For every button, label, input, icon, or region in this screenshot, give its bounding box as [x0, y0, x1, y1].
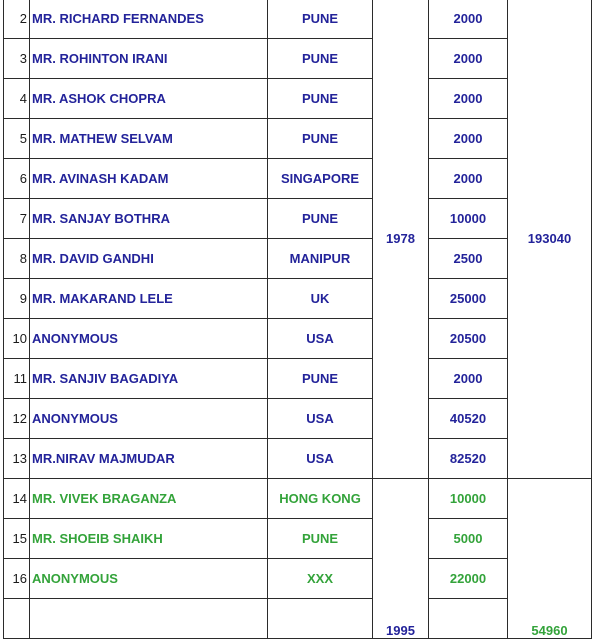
donor-name-cell: MR. SANJAY BOTHRA: [30, 199, 268, 239]
donor-name-cell: MR. VIVEK BRAGANZA: [30, 479, 268, 519]
amount-cell: 10000: [429, 479, 508, 519]
amount-cell: [429, 599, 508, 639]
table-row: [4, 559, 592, 599]
donor-city-cell: XXX: [268, 559, 373, 599]
table-row: [4, 239, 592, 279]
donor-city-cell: PUNE: [268, 519, 373, 559]
donor-name-cell: ANONYMOUS: [30, 319, 268, 359]
table-row: [4, 599, 592, 639]
amount-cell: 2000: [429, 159, 508, 199]
amount-cell: 2000: [429, 0, 508, 39]
table-row: [4, 0, 592, 39]
year-cell: 1978: [373, 0, 429, 479]
amount-cell: 2000: [429, 39, 508, 79]
table-row: [4, 79, 592, 119]
donor-city-cell: MANIPUR: [268, 239, 373, 279]
donor-city-cell: PUNE: [268, 359, 373, 399]
donor-name-cell: MR. MATHEW SELVAM: [30, 119, 268, 159]
amount-cell: 2000: [429, 359, 508, 399]
row-number-cell: 6: [4, 159, 30, 199]
donor-name-cell: MR. MAKARAND LELE: [30, 279, 268, 319]
amount-cell: 2000: [429, 79, 508, 119]
row-number-cell: 4: [4, 79, 30, 119]
donor-name-cell: [30, 599, 268, 639]
donor-city-cell: PUNE: [268, 119, 373, 159]
amount-cell: 82520: [429, 439, 508, 479]
donor-name-cell: MR. ROHINTON IRANI: [30, 39, 268, 79]
amount-cell: 10000: [429, 199, 508, 239]
donor-table: [3, 0, 592, 639]
group-total-cell: 54960: [508, 479, 592, 639]
amount-cell: 2000: [429, 119, 508, 159]
amount-cell: 20500: [429, 319, 508, 359]
donor-city-cell: HONG KONG: [268, 479, 373, 519]
row-number-cell: 9: [4, 279, 30, 319]
donor-city-cell: PUNE: [268, 199, 373, 239]
table-row: [4, 479, 592, 519]
donor-name-cell: ANONYMOUS: [30, 559, 268, 599]
donor-city-cell: UK: [268, 279, 373, 319]
table-row: [4, 359, 592, 399]
amount-cell: 25000: [429, 279, 508, 319]
donor-name-cell: MR. DAVID GANDHI: [30, 239, 268, 279]
row-number-cell: 13: [4, 439, 30, 479]
table-row: [4, 119, 592, 159]
row-number-cell: 14: [4, 479, 30, 519]
donor-name-cell: MR. RICHARD FERNANDES: [30, 0, 268, 39]
row-number-cell: 3: [4, 39, 30, 79]
table-row: [4, 279, 592, 319]
row-number-cell: 5: [4, 119, 30, 159]
donor-name-cell: MR. SHOEIB SHAIKH: [30, 519, 268, 559]
table-row: [4, 439, 592, 479]
row-number-cell: 15: [4, 519, 30, 559]
table-row: [4, 159, 592, 199]
year-cell: 1995: [373, 479, 429, 639]
row-number-cell: [4, 599, 30, 639]
row-number-cell: 16: [4, 559, 30, 599]
amount-cell: 40520: [429, 399, 508, 439]
amount-cell: 22000: [429, 559, 508, 599]
row-number-cell: 7: [4, 199, 30, 239]
donor-city-cell: PUNE: [268, 79, 373, 119]
donor-city-cell: USA: [268, 319, 373, 359]
row-number-cell: 8: [4, 239, 30, 279]
donor-name-cell: MR. ASHOK CHOPRA: [30, 79, 268, 119]
donor-table-body: [4, 0, 592, 639]
amount-cell: 2500: [429, 239, 508, 279]
donor-city-cell: [268, 599, 373, 639]
amount-cell: 5000: [429, 519, 508, 559]
donor-name-cell: MR. SANJIV BAGADIYA: [30, 359, 268, 399]
donor-name-cell: MR.NIRAV MAJMUDAR: [30, 439, 268, 479]
row-number-cell: 11: [4, 359, 30, 399]
donor-city-cell: PUNE: [268, 39, 373, 79]
row-number-cell: 2: [4, 0, 30, 39]
row-number-cell: 12: [4, 399, 30, 439]
table-row: [4, 39, 592, 79]
row-number-cell: 10: [4, 319, 30, 359]
donor-city-cell: SINGAPORE: [268, 159, 373, 199]
table-row: [4, 519, 592, 559]
donor-name-cell: ANONYMOUS: [30, 399, 268, 439]
donor-city-cell: USA: [268, 439, 373, 479]
donor-name-cell: MR. AVINASH KADAM: [30, 159, 268, 199]
table-row: [4, 399, 592, 439]
donor-city-cell: USA: [268, 399, 373, 439]
donor-city-cell: PUNE: [268, 0, 373, 39]
table-row: [4, 319, 592, 359]
group-total-cell: 193040: [508, 0, 592, 479]
table-row: [4, 199, 592, 239]
